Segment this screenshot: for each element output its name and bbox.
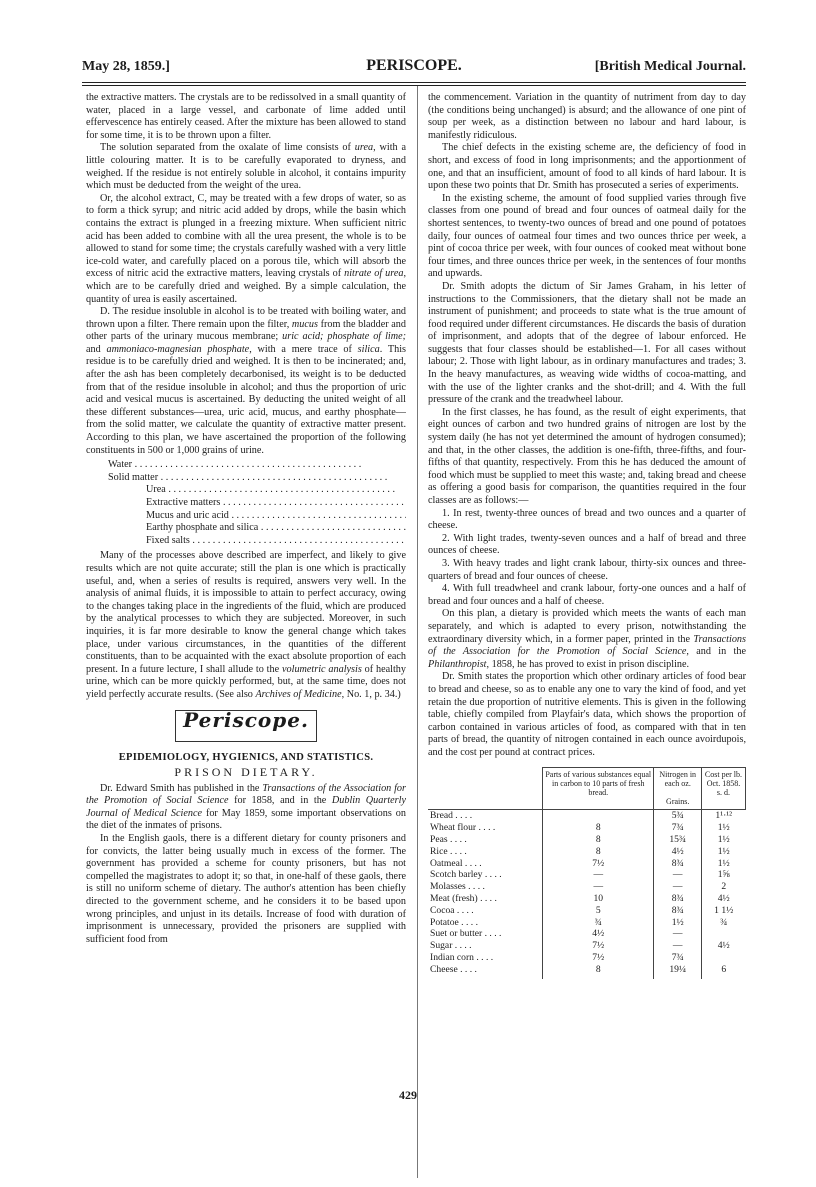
cell-cost: 1 1½ xyxy=(701,905,745,917)
paragraph: the commencement. Variation in the quantity of nutriment from day to day (the conditions being unchanged) is absurd; and the allowance of one pint of soup per week, as a distinction between no labour and hard labour, is manifestly ridiculous. xyxy=(428,92,746,141)
page-header xyxy=(82,54,746,80)
cell-food: Meat (fresh) . . . . xyxy=(430,893,497,905)
cell-nitrogen: — xyxy=(654,881,701,893)
cell-nitrogen: 5¾ xyxy=(654,810,701,822)
table-row xyxy=(428,928,746,940)
list-item: Extractive matters . . . xyxy=(108,497,406,510)
cell-cost: ¾ xyxy=(701,917,745,929)
list-item: Solid matter . . . xyxy=(108,472,406,485)
table-row xyxy=(428,952,746,964)
table-row xyxy=(428,940,746,952)
table-row xyxy=(428,834,746,846)
cell-cost: 6 xyxy=(701,964,745,979)
list-item: 4. With full treadwheel and crank labour, forty-one ounces and a half of bread and four ounces and a half of cheese. xyxy=(428,583,746,607)
paragraph: D. The residue insoluble in alcohol is to be treated with boiling water, and thrown upon a filter. There remain upon the filter, mucus from the bladder and other parts of the urinary mucous membrane; uric acid; phosphate of lime; and ammoniaco-magnesian phosphate, with a mere trace of silica. This residue is to be carefully dried and weighed. It is then to be incinerated; and, after the ash has been completely decarbonised, its weight is to be deducted from that of the residue insoluble in alcohol; and thus the proportion of uric acid and vesical mucus is ascertained. By deducting the united weight of all these different substances—urea, uric acid, mucus, and earthy phosphate—from the solid matter, we calculate the quantity of extractive matter present. According to this plan, we have ascertained the proportion of the following constituents in 500 or 1,000 grains of urine. xyxy=(86,306,406,456)
cell-cost: 1½ xyxy=(701,858,745,870)
table-header-row xyxy=(428,768,746,810)
header-journal: [British Medical Journal. xyxy=(594,59,746,74)
cell-food: Molasses . . . . xyxy=(430,881,485,893)
list-item: Mucus and uric acid . . . xyxy=(108,510,406,523)
paragraph: the extractive matters. The crystals are to be redissolved in a small quantity of water, placed in a large vessel, and carbonate of lime added until effervescence has entirely ceased. After the mixture has been allowed to stand for some time, it is to be thrown upon a filter. xyxy=(86,92,406,141)
paragraph: The solution separated from the oxalate of lime consists of urea, with a little colouring matter. It is to be carefully evaporated to dryness, and weighed. If the residue is not entirely soluble in alcohol, it contains impurity which must be deducted from the weight of the urea. xyxy=(86,142,407,192)
table-body xyxy=(428,810,746,979)
paragraph: Dr. Edward Smith has published in the Transactions of the Association for the Promotion of Social Science for 1858, and in the Dublin Quarterly Journal of Medical Science for May 1859, some important observations on the diet of the inmates of prisons. xyxy=(86,782,406,832)
header-rule-top xyxy=(82,82,746,83)
cell-carbon xyxy=(543,810,654,822)
cell-nitrogen: 7¾ xyxy=(654,822,701,834)
cell-food: Wheat flour . . . . xyxy=(430,822,496,834)
list-item: Water . . . xyxy=(108,459,406,472)
table-row xyxy=(428,881,746,893)
table-row xyxy=(428,917,746,929)
cell-carbon: 8 xyxy=(543,964,654,979)
list-item: 1. In rest, twenty-three ounces of bread and two ounces and a quarter of cheese. xyxy=(428,507,746,532)
cell-carbon: ¾ xyxy=(543,917,654,929)
cell-food: Potatoe . . . . xyxy=(430,916,478,928)
cell-cost: 4½ xyxy=(701,940,745,952)
cell-nitrogen: 8¾ xyxy=(654,858,701,870)
list-item: Fixed salts . . . xyxy=(108,535,406,548)
cell-nitrogen: 8¾ xyxy=(654,905,701,917)
cell-cost: 1⅝ xyxy=(701,869,745,881)
table-row xyxy=(428,964,746,979)
cell-food: Sugar . . . . xyxy=(430,940,472,952)
cell-carbon: 7½ xyxy=(543,858,654,870)
cell-nitrogen: 15¾ xyxy=(654,834,701,846)
cell-nitrogen: — xyxy=(654,940,701,952)
column-divider xyxy=(417,86,418,1178)
cell-cost: 1½ xyxy=(701,846,745,858)
urine-constituents-list xyxy=(108,459,406,547)
cell-nitrogen: — xyxy=(654,869,701,881)
article-heading: PRISON DIETARY. xyxy=(174,765,318,780)
cell-food: Indian corn . . . . xyxy=(430,952,494,964)
cell-carbon: — xyxy=(543,869,654,881)
list-item: Earthy phosphate and silica . . . xyxy=(108,522,406,535)
paragraph: In the English gaols, there is a different dietary for county prisoners and for convicts, the latter being usually much in excess of the former. The government has provided a scheme for county prisoners, but has not compelled the magistrates to adopt it; so that, in one-half of these gaols, there is still no uniform scheme of dietary. The author's attention has been chiefly directed to the government scheme, and he considers it to be based upon wrong principles, and unjust in its details. Increase of food with duration of imprisonment is unnecessary, provided the prisoners are supplied with sufficient food from xyxy=(86,833,406,945)
cell-cost xyxy=(701,928,745,940)
cell-food: Cheese . . . . xyxy=(430,963,477,975)
cell-carbon: 8 xyxy=(543,834,654,846)
header-title: PERISCOPE. xyxy=(366,57,462,74)
cell-nitrogen: 19¼ xyxy=(654,964,701,979)
right-column xyxy=(428,92,746,979)
periscope-title-box xyxy=(175,707,317,742)
cell-food: Oatmeal . . . . xyxy=(430,857,482,869)
cell-carbon: 8 xyxy=(543,846,654,858)
page-number: 429 xyxy=(399,1088,417,1102)
header-date: May 28, 1859.] xyxy=(82,59,170,74)
list-item: 3. With heavy trades and light crank labour, thirty-six ounces and three-quarters of bread and four ounces of cheese. xyxy=(428,557,746,582)
col-header-cost: Cost per lb. Oct. 1858. s. d. xyxy=(701,768,745,810)
section-heading: EPIDEMIOLOGY, HYGIENICS, AND STATISTICS. xyxy=(118,751,374,763)
list-item: 2. With light trades, twenty-seven ounces and a half of bread and three ounces of cheese. xyxy=(428,532,746,557)
table-row xyxy=(428,893,746,905)
cell-cost xyxy=(701,952,745,964)
col-header-nitrogen: Nitrogen in each oz. Grains. xyxy=(654,768,701,810)
cell-food: Cocoa . . . . xyxy=(430,904,474,916)
cell-food: Bread . . . . xyxy=(430,810,473,822)
table-row xyxy=(428,810,746,822)
cell-carbon: 8 xyxy=(543,822,654,834)
cell-carbon: 10 xyxy=(543,893,654,905)
table-row xyxy=(428,846,746,858)
cell-food: Suet or butter . . . . xyxy=(430,928,502,940)
table-row xyxy=(428,905,746,917)
cell-cost: 2 xyxy=(701,881,745,893)
cell-food: Peas . . . . xyxy=(430,834,467,846)
cell-cost: 1½ xyxy=(701,822,745,834)
paragraph: In the first classes, he has found, as the result of eight experiments, that eight ounces of carbon and two hundred grains of nitrogen are lost by the system daily (he has not yet determined the amount of hydrogen consumed); and that, in the other classes, the addition is one-fifth, three-fifths, and four-fifths of that quantity, respectively. From this he has deduced the amount of food which must be supplied to meet this waste; and, taking bread and cheese as offering a good basis for comparison, the quantities required in the four classes are as follows:— xyxy=(428,406,746,506)
paragraph: The chief defects in the existing scheme are, the deficiency of food in short, and excess of food in long imprisonments; and the apportionment of one, and that an insufficient, amount of food to all kinds of hard labour. It is upon these two points that Dr. Smith has prosecuted a series of experiments. xyxy=(428,142,746,192)
table-row xyxy=(428,822,746,834)
cell-food: Scotch barley . . . . xyxy=(430,869,502,881)
cell-nitrogen: 8¾ xyxy=(654,893,701,905)
table-row xyxy=(428,858,746,870)
paragraph: Or, the alcohol extract, C, may be treated with a few drops of water, so as to form a thick syrup; and nitric acid added by drops, while the basin which contains the extract is plunged in a freezing mixture. When sufficient nitric acid has been added to combine with all the urea present, the whole is to be allowed to stand for some time; the crystals carefully washed with a very little ice-cold water, and carefully placed on a porous tile, which will absorb the excess of nitric acid the extractive matters, leaving crystals of nitrate of urea, which are to be carefully dried and weighed. By a simple calculation, the quantity of urea is easily ascertained. xyxy=(86,192,406,305)
table-header-blank xyxy=(428,768,543,810)
cell-carbon: 7½ xyxy=(543,940,654,952)
col-header-carbon: Parts of various substances equal in carbon to 10 parts of fresh bread. xyxy=(543,768,654,810)
paragraph: On this plan, a dietary is provided which meets the wants of each man separately, and which is adapted to every prison, notwithstanding the extraordinary diversity which, in a former paper, printed in the Transactions of the Association for the Promotion of Social Science, and in the Philanthropist, 1858, he has proved to exist in prison discipline. xyxy=(428,608,746,670)
cell-carbon: — xyxy=(543,881,654,893)
left-column xyxy=(86,92,406,946)
cell-cost: 4½ xyxy=(701,893,745,905)
cell-carbon: 4½ xyxy=(543,928,654,940)
header-rule-bottom xyxy=(82,85,746,86)
cell-carbon: 7½ xyxy=(543,952,654,964)
food-table xyxy=(428,767,746,978)
paragraph: Dr. Smith adopts the dictum of Sir James Graham, in his letter of instructions to the Commissioners, that the dietary shall not be made an instrument of punishment; and proceeds to state what is the true amount of food required under different circumstances. He discards the basis of duration of imprisonment, and adopts that of the degree of labour enforced. He suggests that four classes should be established—1. For all cases without labour; 2. Those with light labour, as in ordinary manufactures and trades; 3. In the heavy manufactures, as weaving wide widths of cocoa-matting, and with the use of the lighter cranks and the shot-drill; and 4. With the full pressure of the crank and the treadwheel labour. xyxy=(428,280,746,406)
paragraph: Many of the processes above described are imperfect, and likely to give results which are not quite accurate; still the plan is one which is practically useful, and, when a series of results is required, answers very well. In the analysis of animal fluids, it is impossible to attain to perfect accuracy, owing to the changes taking place in the ingredients of the fluid, which are produced by the analytical processes to which they are subjected. Moreover, in such inquiries, it is far more desirable to know the general change which takes place, under various circumstances, in the quantities of the different constituents, than to be acquainted with the exact absolute proportion of each present. In a future lecture, I shall allude to the volumetric analysis of healthy urine, which can be more quickly performed, but, at the same time, does not yield perfectly accurate results. (See also Archives of Medicine, No. 1, p. 34.) xyxy=(86,550,406,700)
cell-carbon: 5 xyxy=(543,905,654,917)
list-item: Urea . . . xyxy=(108,484,406,497)
cell-nitrogen: 1½ xyxy=(654,917,701,929)
paragraph: Dr. Smith states the proportion which other ordinary articles of food bear to bread and cheese, so as to enable any one to vary the kind of food, and yet retain the due proportion of nutritive elements. This is given in the following table, chiefly compiled from Playfair's data, which shows the proportion of carbon contained in various articles of food, as compared with that in ten parts of bread, the quantity of nitrogen contained in each ounce avoirdupois, and the cost per pound at contract prices. xyxy=(428,671,746,758)
paragraph: In the existing scheme, the amount of food supplied varies through five classes from one pound of bread and four ounces of oatmeal daily for the shortest sentences, to twenty-two ounces of bread and one pound of potatoes daily, four ounces of oatmeal four times and two ounces thrice per week, a pint of cocoa thrice per week, with four ounces of cooked meat without bone four times, and three ounces thrice per week, in the sentences of four months and upwards. xyxy=(428,192,746,280)
periscope-title: Periscope. xyxy=(183,707,309,732)
cell-cost: 1¹·¹² xyxy=(701,810,745,822)
cell-nitrogen: — xyxy=(654,928,701,940)
cell-nitrogen: 4½ xyxy=(654,846,701,858)
cell-cost: 1½ xyxy=(701,834,745,846)
cell-food: Rice . . . . xyxy=(430,845,467,857)
table-row xyxy=(428,869,746,881)
cell-nitrogen: 7¾ xyxy=(654,952,701,964)
